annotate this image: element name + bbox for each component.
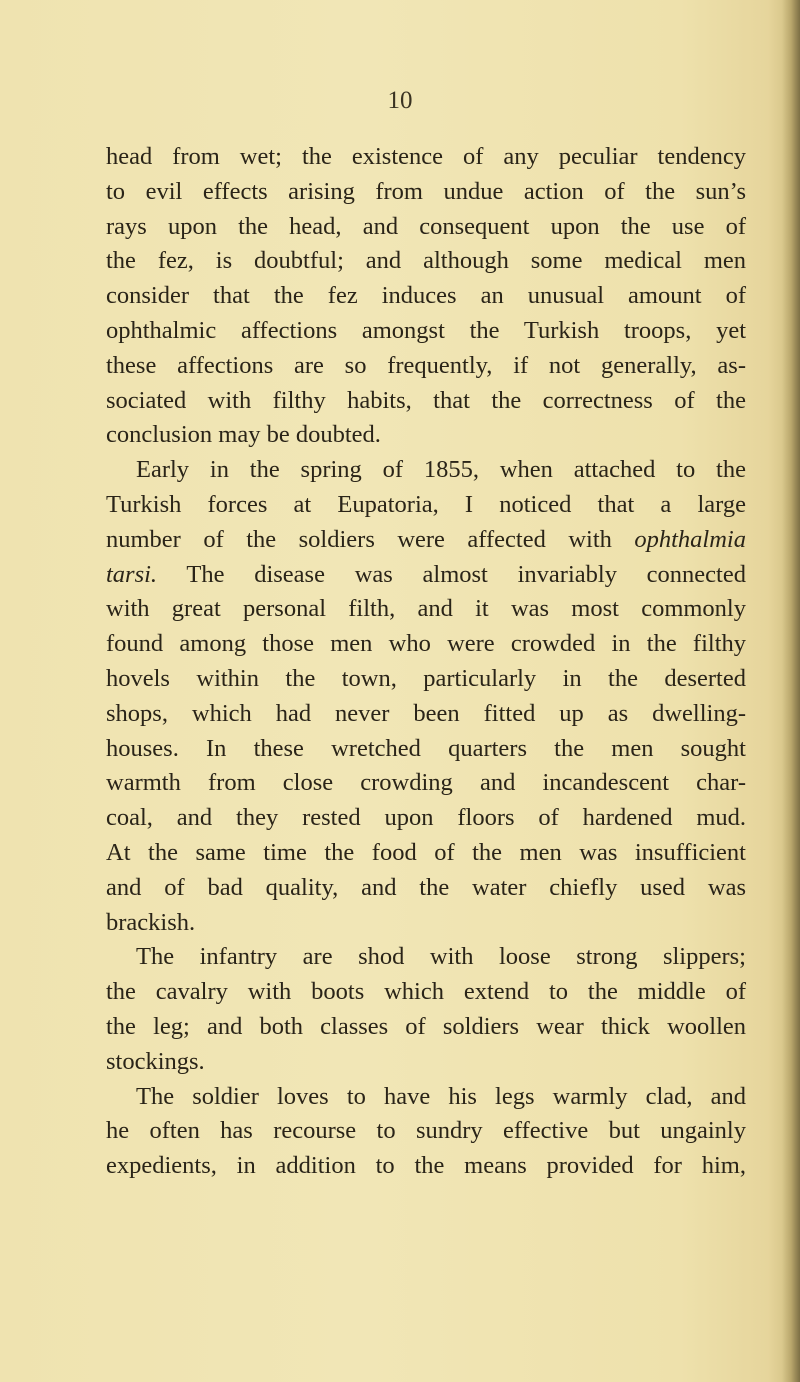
text-line <box>106 523 746 558</box>
text-line: with great personal filth, and it was most commonly <box>106 595 746 623</box>
text-line: and of bad quality, and the water chiefly used was <box>106 873 746 901</box>
page-number: 10 <box>387 87 413 114</box>
text-line: to evil effects arising from undue action of the sun’s <box>106 177 746 205</box>
text-line: these affections are so frequently, if not generally, as- <box>106 351 746 379</box>
body-text <box>106 140 746 1184</box>
text-line: consider that the fez induces an unusual amount of <box>106 282 746 310</box>
text-segment: The disease was almost invariably connected <box>157 560 746 588</box>
text-line: he often has recourse to sundry effective but ungainly <box>106 1117 746 1145</box>
text-line: stockings. <box>106 1047 205 1075</box>
text-line: expedients, in addition to the means provided for him, <box>106 1152 746 1180</box>
text-line: Turkish forces at Eupatoria, I noticed that a large <box>106 490 746 518</box>
text-line: shops, which had never been fitted up as dwelling- <box>106 699 746 727</box>
text-line: ophthalmic affections amongst the Turkish troops, yet <box>106 316 746 344</box>
text-line: conclusion may be doubted. <box>106 421 381 449</box>
text-line: The soldier loves to have his legs warmly clad, and <box>136 1082 746 1110</box>
text-line: The infantry are shod with loose strong slippers; <box>136 943 746 971</box>
text-line: coal, and they rested upon floors of hardened mud. <box>106 804 746 832</box>
page-edge-shadow <box>782 0 800 1382</box>
text-line: the leg; and both classes of soldiers wear thick woollen <box>106 1012 746 1040</box>
text-line: the fez, is doubtful; and although some medical men <box>106 247 746 275</box>
text-line: warmth from close crowding and incandescent char- <box>106 769 746 797</box>
text-line: sociated with filthy habits, that the correctness of the <box>106 386 746 414</box>
text-line: the cavalry with boots which extend to the middle of <box>106 978 746 1006</box>
text-line: brackish. <box>106 908 196 936</box>
text-line: hovels within the town, particularly in the deserted <box>106 664 746 692</box>
text-line: At the same time the food of the men was insufficient <box>106 838 746 866</box>
italic-term: tarsi. <box>106 560 158 588</box>
text-line: head from wet; the existence of any peculiar tendency <box>106 143 746 170</box>
italic-term: ophthalmia <box>634 525 746 553</box>
text-line <box>106 558 746 593</box>
text-line: rays upon the head, and consequent upon the use of <box>106 212 746 240</box>
text-segment: number of the soldiers were affected with <box>106 525 635 553</box>
text-line: found among those men who were crowded in the filthy <box>106 630 746 658</box>
text-line: houses. In these wretched quarters the men sought <box>106 734 746 762</box>
text-line: Early in the spring of 1855, when attached to the <box>136 456 746 484</box>
